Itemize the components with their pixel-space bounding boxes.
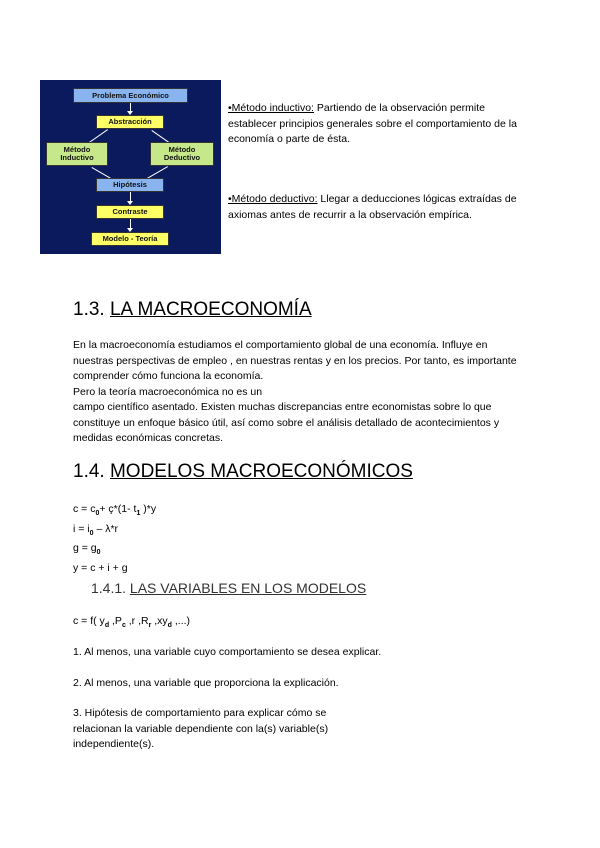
equation-government (73, 541, 156, 561)
model-equations (73, 502, 156, 576)
list-item-3-line: independiente(s). (73, 738, 155, 750)
eq-part: c = c (73, 503, 96, 515)
eq-subscript: 0 (96, 549, 101, 556)
eq-subscript: 0 (89, 529, 94, 537)
box-modelo-teoria: Modelo - Teoría (91, 232, 169, 246)
paragraph-2b: campo científico asentado. Existen muchas discrepancias entre economistas sobre lo que constituye un enfoque básico útil, así como sobre el análisis detallado de acontecimientos y medidas económicas concretas. (73, 401, 500, 444)
section-title: MODELOS MACROECONÓMICOS (109, 461, 413, 482)
section-heading-1-3 (73, 299, 312, 321)
list-item-1: 1. Al menos, una variable cuyo comportamiento se desea explicar. (73, 646, 382, 658)
fn-part: ,xy (151, 615, 168, 627)
arrow-down-3 (130, 219, 131, 229)
inductive-method-text: Partiendo de la observación permite establecer principios generales sobre el comportamiento de la economía o parte de ésta. (228, 102, 517, 145)
inductive-method-paragraph (228, 101, 528, 148)
eq-part: )*y (140, 503, 157, 515)
list-item-3-line: relacionan la variable dependiente con la(s) variable(s) (73, 722, 329, 735)
list-item-3 (73, 706, 328, 753)
consumption-function (73, 614, 190, 634)
fn-part: ,P (109, 615, 122, 627)
fn-subscript: d (104, 622, 110, 629)
fn-part: ,...) (171, 615, 191, 627)
list-item-3-line: 3. Hipótesis de comportamiento para explicar cómo se (73, 707, 327, 719)
scientific-method-diagram (40, 80, 221, 254)
section-heading-1-4-1 (91, 580, 366, 596)
fn-part: c = f( y (73, 615, 105, 627)
section-number: 1.4.1. (91, 580, 130, 596)
fn-subscript: d (167, 622, 172, 629)
box-metodo-inductivo: Método Inductivo (46, 142, 108, 166)
eq-subscript: 0 (95, 510, 100, 517)
equation-investment (73, 522, 156, 542)
section-title: LAS VARIABLES EN LOS MODELOS (129, 580, 367, 596)
fn-part: ,r ,R (125, 615, 149, 627)
fn-subscript: c (121, 622, 126, 629)
paragraph-2a: Pero la teoría macroeconómica no es un (73, 385, 263, 398)
box-problema-economico: Problema Económico (73, 88, 188, 103)
equation-consumption (73, 502, 156, 522)
paragraph-1: En la macroeconomía estudiamos el comportamiento global de una economía. Influye en nuestras perspectivas de empleo , en nuestras rentas y en los precios. Por tanto, es importante comprender cómo funciona la economía. (73, 339, 517, 382)
inductive-method-title: •Método inductivo: (228, 102, 314, 114)
box-hipotesis: Hipótesis (96, 178, 164, 192)
eq-part: g = g (73, 542, 97, 554)
section-number: 1.4. (73, 461, 110, 482)
eq-part: i = i (73, 522, 90, 535)
box-metodo-deductivo: Método Deductivo (150, 142, 214, 166)
eq-part: – λ*r (93, 522, 119, 535)
arrow-down-2 (130, 192, 131, 202)
deductive-method-title: •Método deductivo: (228, 193, 318, 205)
box-abstraccion: Abstracción (96, 115, 164, 129)
section-heading-1-4 (73, 461, 413, 483)
deductive-method-paragraph (228, 192, 528, 223)
eq-subscript: 1 (136, 510, 141, 517)
macroeconomics-paragraph (73, 338, 528, 447)
section-number: 1.3. (73, 299, 110, 320)
fn-subscript: r (148, 622, 152, 629)
deductive-method-text: Llegar a deducciones lógicas extraídas de axiomas antes de recurrir a la observación empírica. (228, 193, 517, 221)
list-item-2: 2. Al menos, una variable que proporciona la explicación. (73, 677, 339, 689)
box-contraste: Contraste (96, 205, 164, 219)
arrow-down-1 (130, 103, 131, 112)
section-title: LA MACROECONOMÍA (109, 299, 312, 320)
equation-income: y = c + i + g (73, 561, 128, 574)
eq-part: + ç*(1- t (99, 503, 137, 515)
